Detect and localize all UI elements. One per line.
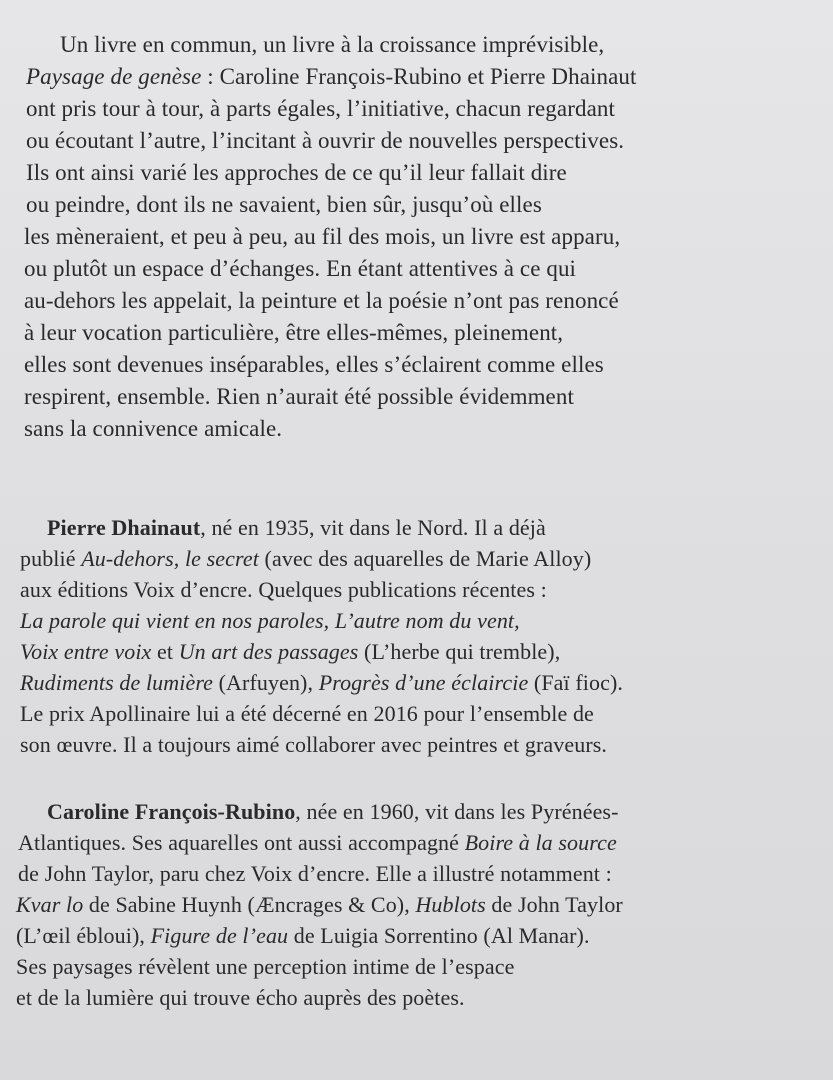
text-span: , né en 1935, vit dans le Nord. Il a déjà xyxy=(200,515,546,540)
text-line xyxy=(20,545,591,573)
book-title: Rudiments de lumière xyxy=(20,670,214,695)
text-span: (L’œil ébloui), xyxy=(16,923,151,948)
book-title: La parole qui vient en nos paroles, L’autre nom du vent, xyxy=(20,608,520,633)
text-span: de John Taylor xyxy=(485,892,623,917)
text-line: les mèneraient, et peu à peu, au fil des mois, un livre est apparu, xyxy=(24,224,621,249)
book-title: Kvar lo xyxy=(16,892,84,917)
book-title: Progrès d’une éclaircie xyxy=(318,670,529,695)
text-line: Un livre en commun, un livre à la croissance imprévisible, xyxy=(60,32,605,57)
text-line xyxy=(47,514,546,542)
text-line: sans la connivence amicale. xyxy=(24,416,283,441)
text-line xyxy=(16,922,590,950)
book-title: Hublots xyxy=(415,892,486,917)
text-line xyxy=(20,638,560,666)
text-span: Atlantiques. Ses aquarelles ont aussi accompagné xyxy=(18,830,465,855)
text-line xyxy=(47,798,619,826)
text-span: publié xyxy=(20,546,82,571)
text-line: respirent, ensemble. Rien n’aurait été possible évidemment xyxy=(24,384,574,409)
text-line: Le prix Apollinaire lui a été décerné en 2016 pour l’ensemble de xyxy=(20,701,594,726)
text-line: Ils ont ainsi varié les approches de ce qu’il leur fallait dire xyxy=(26,160,567,185)
book-title: Au-dehors, le secret xyxy=(81,546,259,571)
text-line: elles sont devenues inséparables, elles s’éclairent comme elles xyxy=(24,352,604,377)
text-line: de John Taylor, paru chez Voix d’encre. Elle a illustré notamment : xyxy=(18,861,612,886)
text-line: ou écoutant l’autre, l’incitant à ouvrir de nouvelles perspectives. xyxy=(26,128,625,153)
text-line: son œuvre. Il a toujours aimé collaborer avec peintres et graveurs. xyxy=(20,732,608,757)
author-name: Pierre Dhainaut xyxy=(47,515,201,540)
text-span: (L’herbe qui tremble), xyxy=(358,639,561,664)
text-span: (avec des aquarelles de Marie Alloy) xyxy=(258,546,592,571)
text-span: de Luigia Sorrentino (Al Manar). xyxy=(288,923,590,948)
text-line: à leur vocation particulière, être elles-mêmes, pleinement, xyxy=(24,320,564,345)
book-title: Un art des passages xyxy=(178,639,359,664)
text-line xyxy=(20,607,520,635)
text-span: , née en 1960, vit dans les Pyrénées- xyxy=(295,799,619,824)
text-line: au-dehors les appelait, la peinture et la poésie n’ont pas renoncé xyxy=(24,288,619,313)
text-span: de Sabine Huynh (Æncrages & Co), xyxy=(83,892,416,917)
text-span: (Faï fioc). xyxy=(528,670,623,695)
text-line: Ses paysages révèlent une perception intime de l’espace xyxy=(16,954,515,979)
author-name: Caroline François-Rubino xyxy=(47,799,296,824)
text-line: ou plutôt un espace d’échanges. En étant attentives à ce qui xyxy=(24,256,577,281)
book-title: Paysage de genèse xyxy=(26,64,202,89)
text-line: ou peindre, dont ils ne savaient, bien sûr, jusqu’où elles xyxy=(26,192,542,217)
book-title: Figure de l’eau xyxy=(150,923,289,948)
text-line xyxy=(20,669,623,697)
text-line: et de la lumière qui trouve écho auprès des poètes. xyxy=(16,985,465,1010)
text-line: aux éditions Voix d’encre. Quelques publications récentes : xyxy=(20,577,547,602)
text-line xyxy=(18,829,617,857)
text-span: et xyxy=(151,639,179,664)
text-span: (Arfuyen), xyxy=(213,670,319,695)
text-line: ont pris tour à tour, à parts égales, l’initiative, chacun regardant xyxy=(26,96,615,121)
book-title: Boire à la source xyxy=(464,830,617,855)
book-title: Voix entre voix xyxy=(20,639,152,664)
text-line xyxy=(26,63,637,91)
text-span: : Caroline François-Rubino et Pierre Dhainaut xyxy=(201,64,637,89)
text-line xyxy=(16,891,623,919)
